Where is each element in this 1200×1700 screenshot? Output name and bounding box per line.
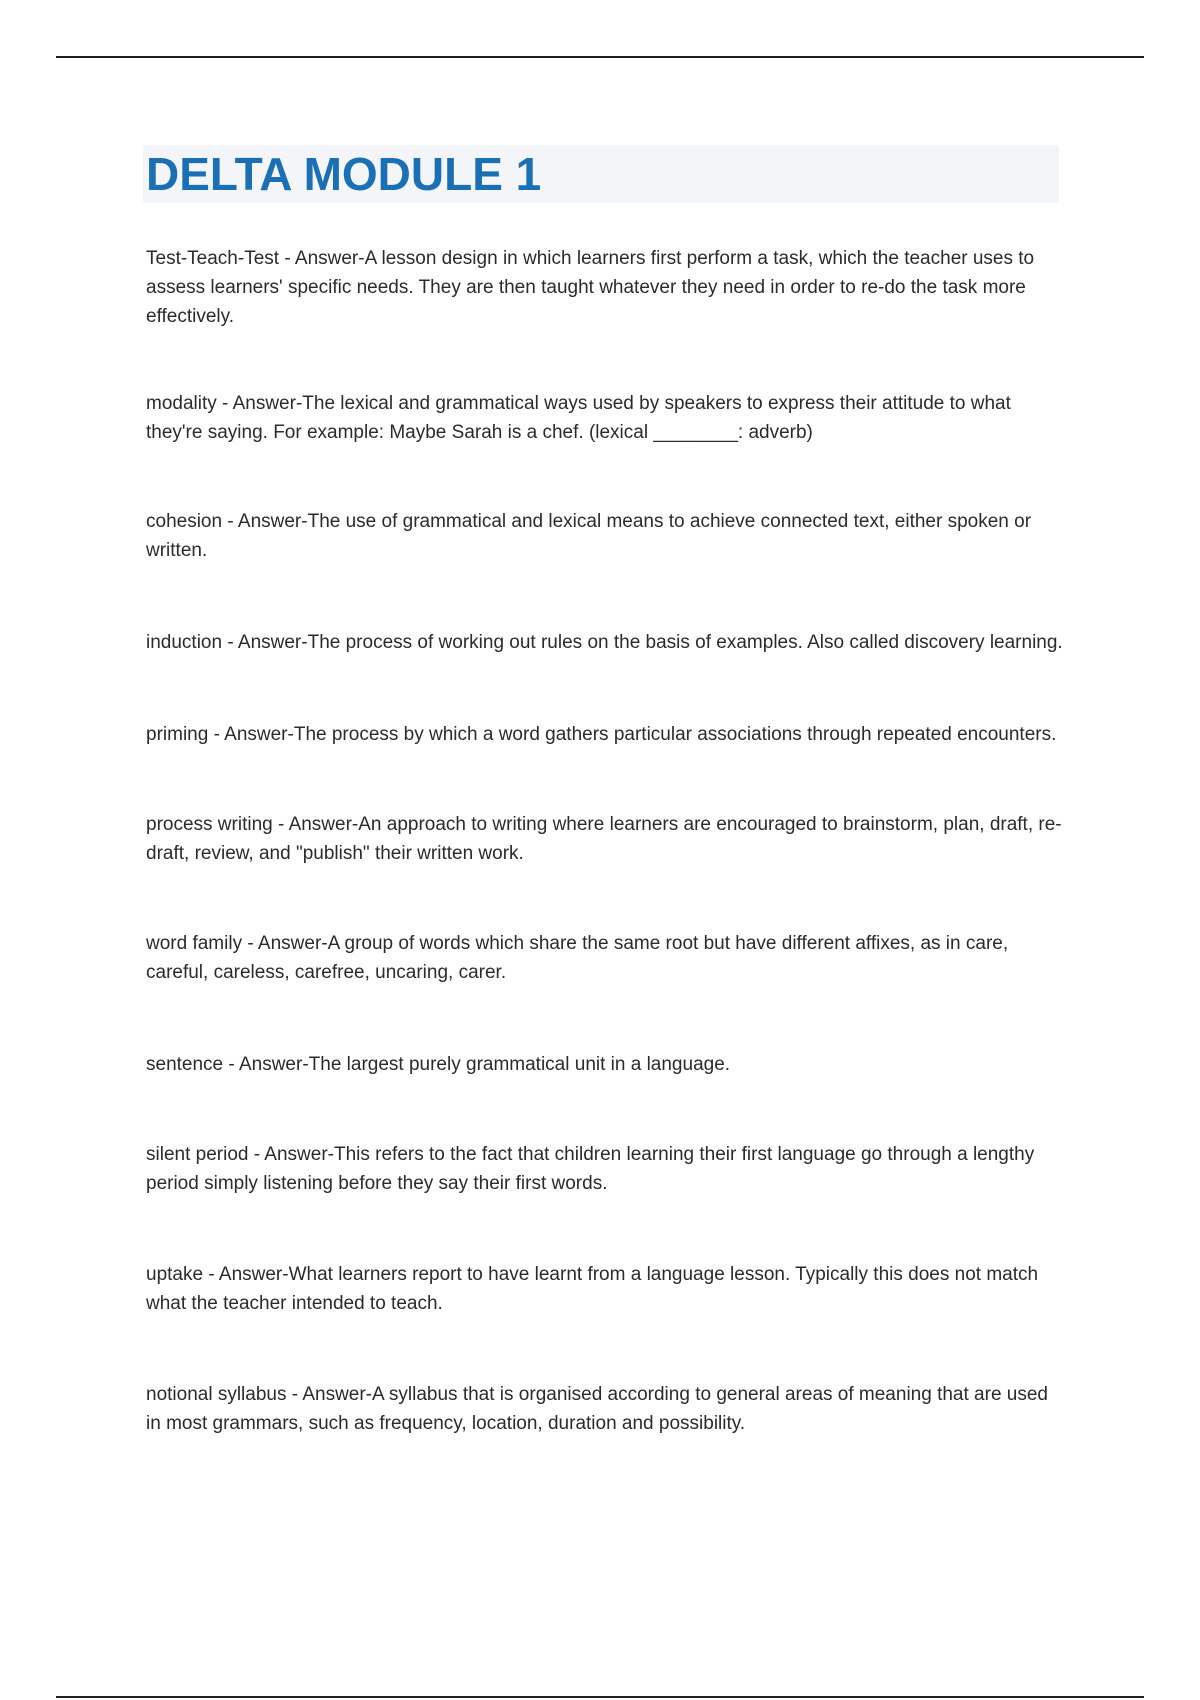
entry-priming [146,720,1066,749]
entry-answer: Answer-A lesson design in which learners first perform a task, which the teacher uses to assess learners' specific needs. They are then taught whatever they need in order to re-do the task more effectively. [146,248,1035,327]
entry-term: modality [146,393,217,414]
entry-term: sentence [146,1054,224,1075]
entry-silent-period [146,1140,1066,1198]
entry-uptake [146,1260,1066,1318]
entry-answer: Answer-A group of words which share the same root but have different affixes, as in care, careful, careless, carefree, uncaring, carer. [146,933,1009,983]
entry-separator: - [222,511,238,532]
entry-list [146,244,1066,1438]
entry-induction [146,628,1066,657]
entry-separator: - [248,1144,265,1165]
entry-separator: - [203,1264,219,1285]
entry-term: word family [146,933,243,954]
entry-answer: Answer-The use of grammatical and lexical means to achieve connected text, either spoken or written. [146,511,1032,561]
entry-term: notional syllabus [146,1384,287,1405]
entry-answer: Answer-An approach to writing where learners are encouraged to brainstorm, plan, draft, re-draft, review, and "publish" their written work. [146,814,1062,864]
entry-separator: - [286,1384,303,1405]
document-title: DELTA MODULE 1 [146,148,542,200]
entry-separator: - [216,393,233,414]
entry-answer: Answer-What learners report to have learnt from a language lesson. Typically this does not match what the teacher intended to teach. [146,1264,1039,1314]
entry-term: Test-Teach-Test [146,248,280,269]
entry-test-teach-test [146,244,1066,331]
entry-term: priming [146,724,209,745]
entry-term: uptake [146,1264,204,1285]
entry-separator: - [279,248,295,269]
entry-separator: - [208,724,225,745]
entry-word-family [146,929,1066,987]
entry-process-writing [146,810,1066,868]
entry-separator: - [242,933,258,954]
entry-term: induction [146,632,223,653]
entry-notional-syllabus [146,1380,1066,1438]
bottom-rule [56,1696,1144,1698]
entry-answer: Answer-A syllabus that is organised according to general areas of meaning that are used in most grammars, such as frequency, location, duration and possibility. [146,1384,1048,1434]
entry-sentence [146,1050,1066,1079]
entry-separator: - [272,814,289,835]
top-rule [56,56,1144,58]
entry-cohesion [146,507,1066,565]
entry-separator: - [223,1054,239,1075]
entry-answer: Answer-The process by which a word gathers particular associations through repeated encounters. [224,724,1057,745]
entry-modality [146,389,1066,447]
entry-answer: Answer-The process of working out rules on the basis of examples. Also called discovery learning. [237,632,1063,653]
entry-answer: Answer-The largest purely grammatical unit in a language. [238,1054,731,1075]
entry-answer: Answer-This refers to the fact that children learning their first language go through a lengthy period simply listening before they say their first words. [146,1144,1035,1194]
entry-answer: Answer-The lexical and grammatical ways used by speakers to express their attitude to what they're saying. For example: Maybe Sarah is a chef. (lexical ________: adverb) [146,393,1011,443]
entry-term: silent period [146,1144,249,1165]
entry-term: process writing [146,814,273,835]
entry-separator: - [222,632,238,653]
entry-term: cohesion [146,511,223,532]
